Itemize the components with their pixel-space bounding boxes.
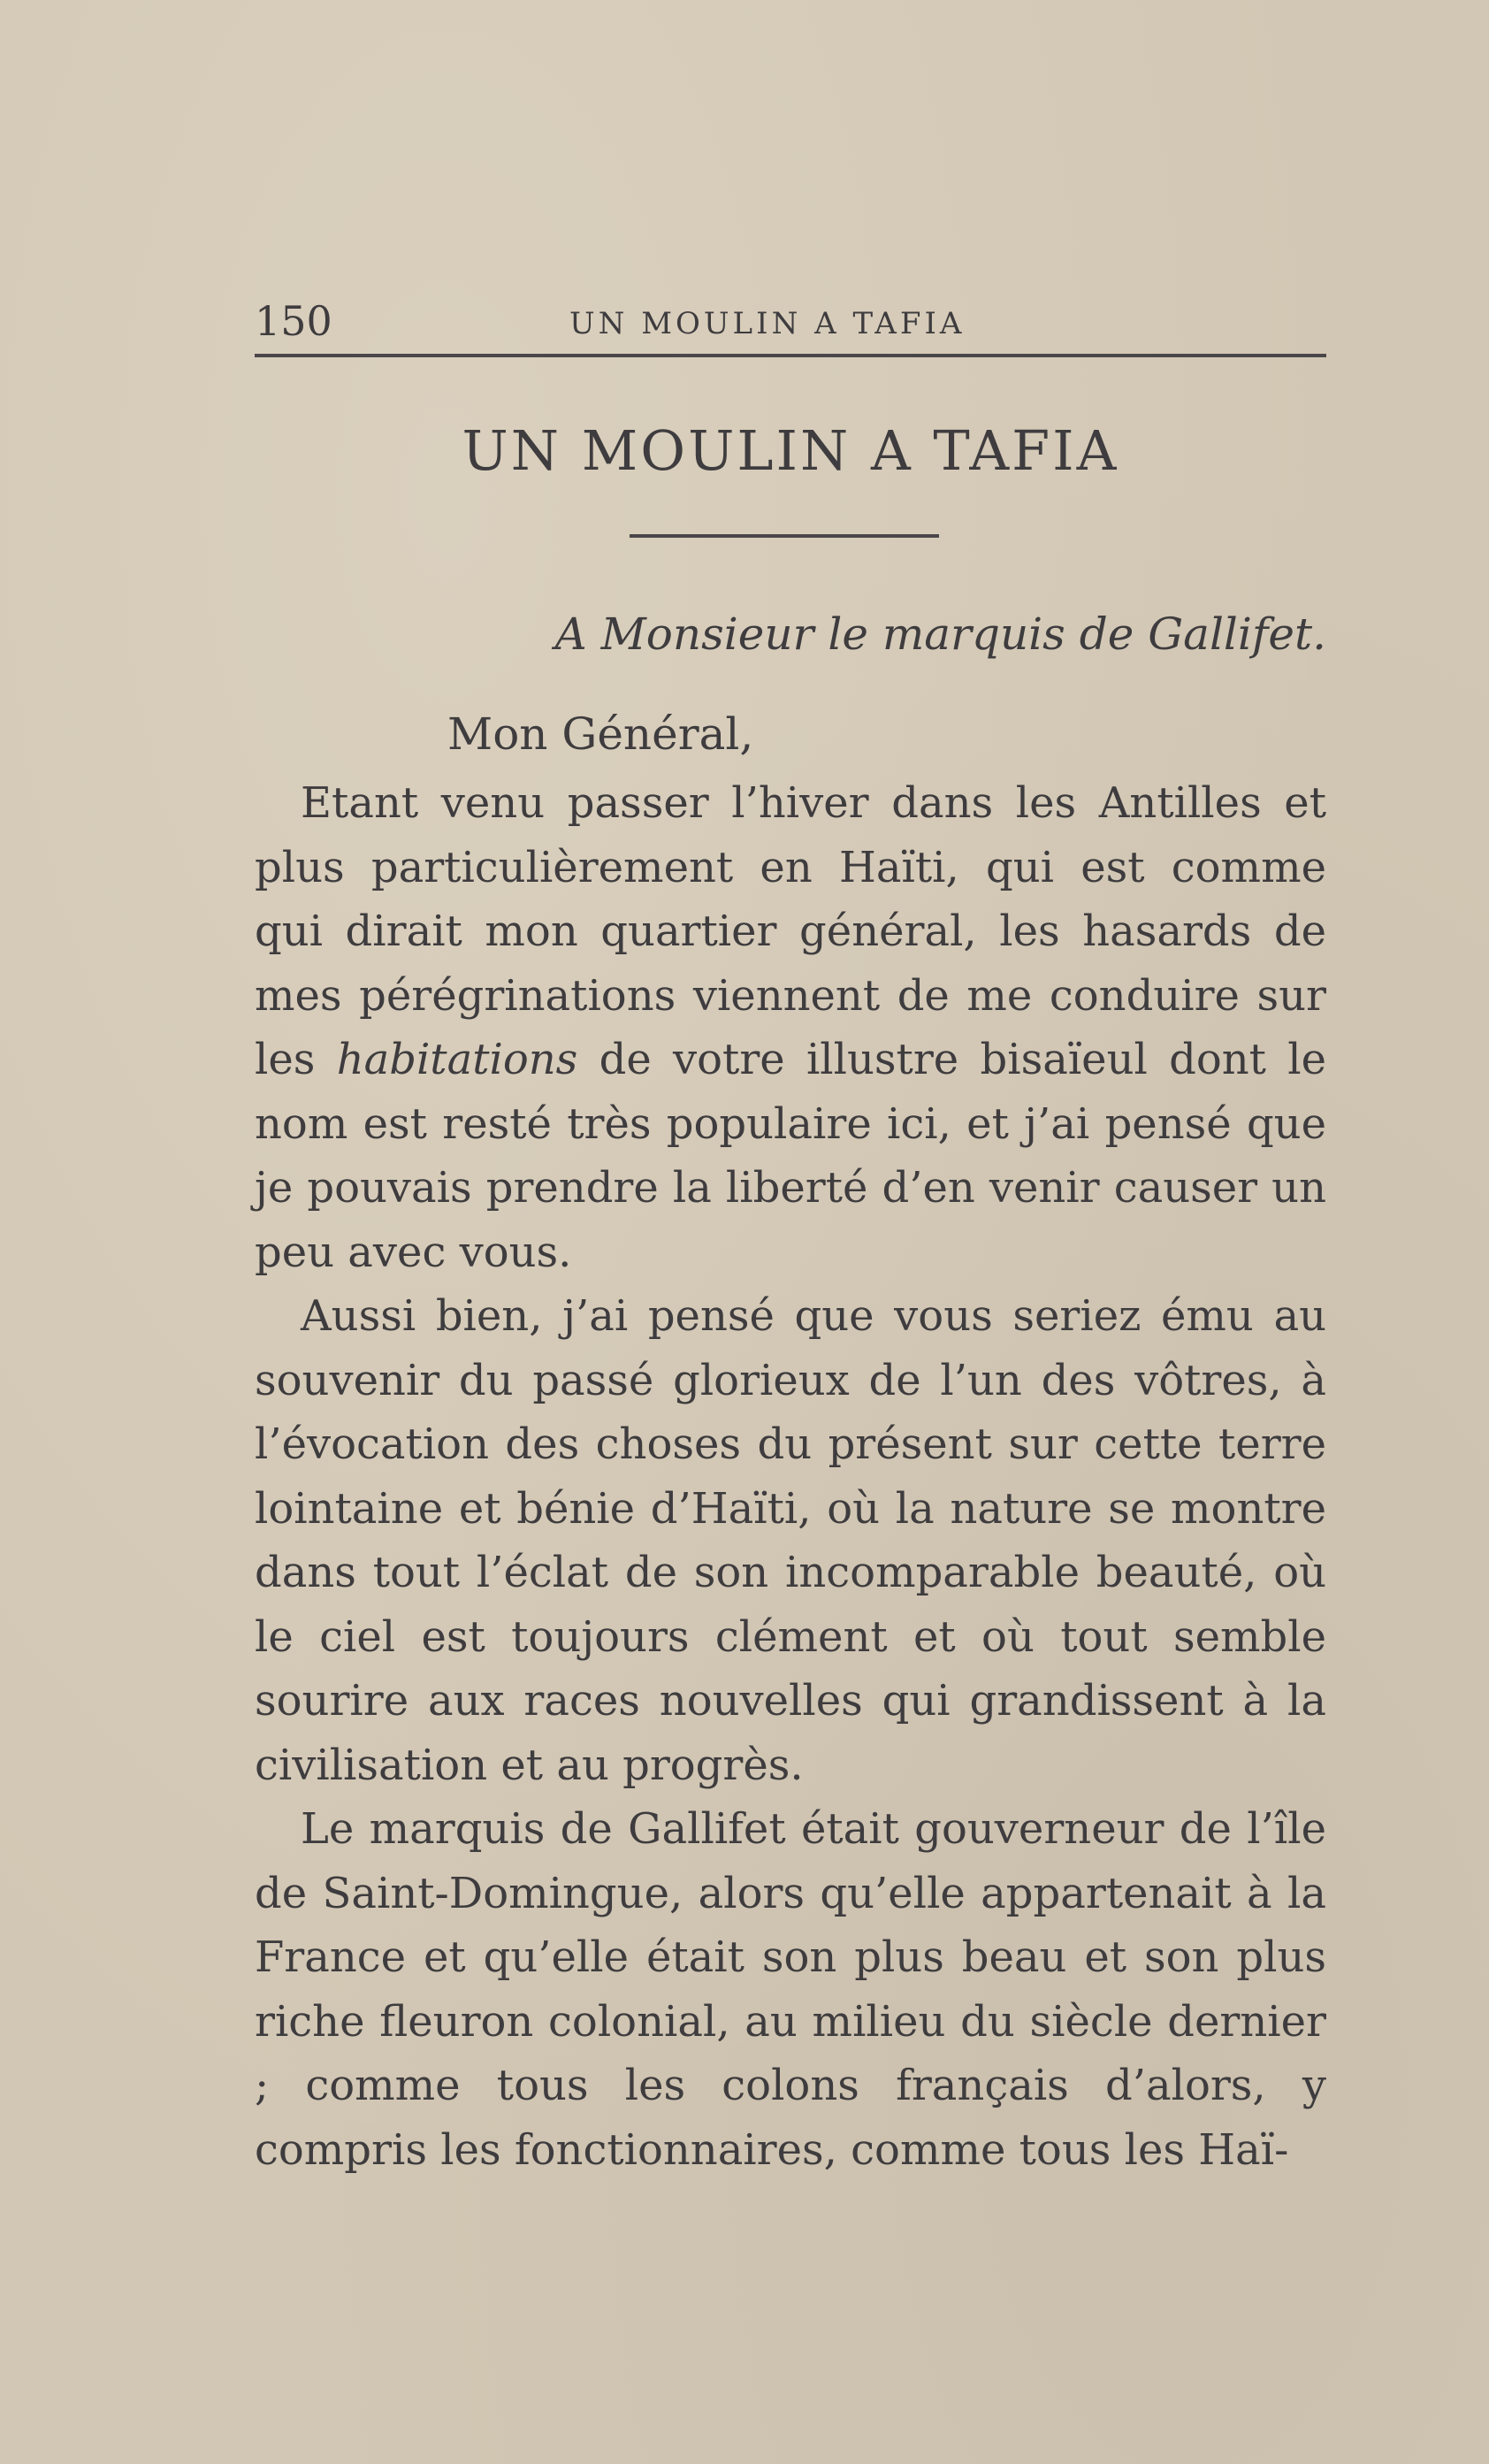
running-header (255, 292, 1326, 350)
chapter-title: UN MOULIN A TAFIA (462, 418, 1119, 483)
salutation: Mon Général, (447, 708, 754, 760)
paragraph-text: de votre illustre bisaïeul dont le nom est resté très populaire ici, et j’ai pensé que je pouvais prendre la liberté d’en venir causer un peu avec vous. (255, 1035, 1326, 1277)
title-rule (630, 534, 939, 538)
header-rule (255, 354, 1326, 357)
italic-term: habitations (336, 1035, 578, 1084)
paragraph: Le marquis de Gallifet était gouverneur de l’île de Saint-Domingue, alors qu’elle appartenait à la France et qu’elle était son plus beau et son plus riche fleuron colonial, au milieu du siècle dernier ; comme tous les colons français d’alors, y compris les fonctionnaires, comme tous les Haï- (255, 1804, 1326, 2175)
body-text (255, 771, 1326, 2182)
paragraph (255, 771, 1326, 1284)
paragraph-text: Etant venu passer l’hiver dans les Antilles et plus particulièrement en Haïti, qui est comme qui dirait mon quartier général, les hasards de mes pérégrinations viennent de me conduire sur les (255, 778, 1326, 1084)
dedication: A Monsieur le marquis de Gallifet. (554, 608, 1326, 660)
running-title: UN MOULIN A TAFIA (569, 306, 966, 341)
paragraph: Aussi bien, j’ai pensé que vous seriez ému au souvenir du passé glorieux de l’un des vôtres, à l’évocation des choses du présent sur cette terre lointaine et bénie d’Haïti, où la nature se montre dans tout l’éclat de son incomparable beauté, où le ciel est toujours clément et où tout semble sourire aux races nouvelles qui grandissent à la civilisation et au progrès. (255, 1291, 1326, 1790)
page-number: 150 (255, 297, 332, 345)
